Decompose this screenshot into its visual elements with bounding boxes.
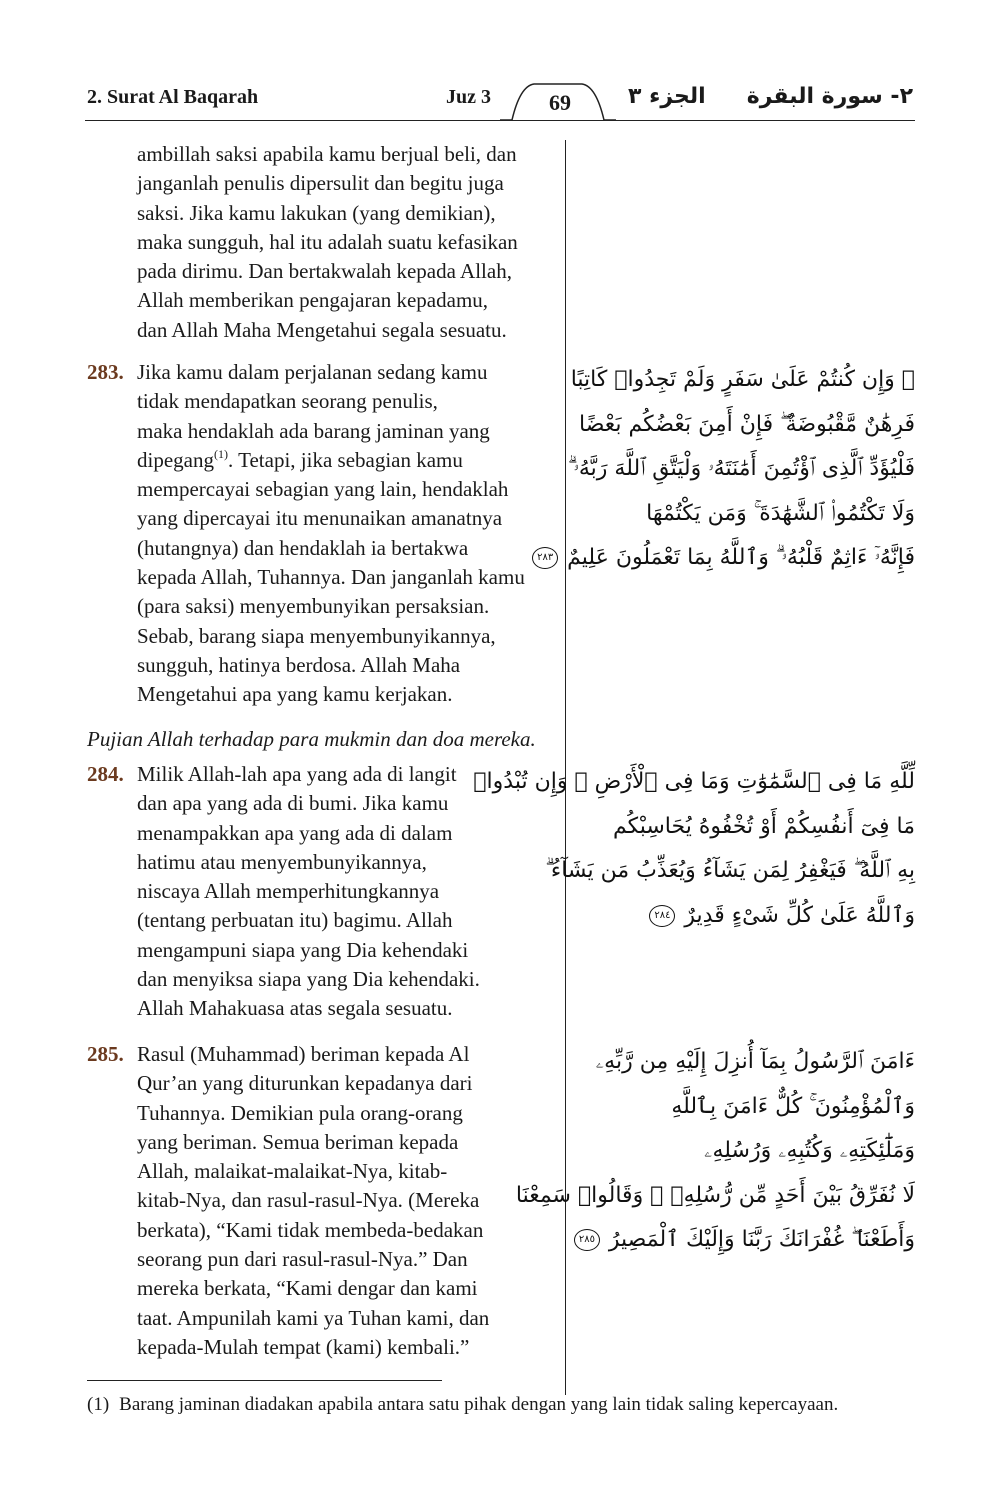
text-line: niscaya Allah memperhitungkannya: [137, 879, 440, 904]
arabic-line: وَٱلْمُؤْمِنُونَ ۚ كُلٌّ ءَامَنَ بِٱللَّهِ: [671, 1093, 915, 1119]
ayah-end-marker: ٢٨٥: [574, 1229, 600, 1251]
text-line: sungguh, hatinya berdosa. Allah Maha: [137, 652, 461, 677]
arabic-line: [580, 894, 915, 939]
footnoted-word: dipegang: [137, 447, 214, 472]
page-number: 69: [549, 90, 571, 115]
text-line: Allah memberikan pengajaran kepadamu,: [137, 288, 489, 313]
text-line: Rasul (Muhammad) beriman kepada Al: [137, 1042, 470, 1066]
arabic-line: وَمَلَٰٓئِكَتِهِۦ وَكُتُبِهِۦ وَرُسُلِهِۦ: [704, 1138, 915, 1163]
arabic-line: ءَامَنَ ٱلرَّسُولُ بِمَآ أُنزِلَ إِلَيْهِ مِن رَّبِّهِۦ: [595, 1049, 915, 1074]
arabic-line: بِهِ ٱللَّهُ ۖ فَيَغْفِرُ لِمَن يَشَآءُ وَيُعَذِّبُ مَن يَشَآءُ ۗ: [545, 858, 915, 883]
footnote-text: Barang jaminan diadakan apabila antara satu pihak dengan yang lain tidak saling kepercayaan.: [119, 1394, 839, 1415]
arabic-text: فَإِنَّهُۥٓ ءَاثِمٌ قَلْبُهُۥ ۗ وَٱللَّهُ بِمَا تَعْمَلُونَ عَلِيمٌ: [567, 545, 915, 570]
text-fragment: . Tetapi, jika sebagian kamu: [227, 447, 463, 472]
arabic-line: ۞ وَإِن كُنتُمْ عَلَىٰ سَفَرٍ وَلَمْ تَجِدُوا۟ كَاتِبًا: [570, 367, 915, 392]
verse-285-translation: [87, 1040, 562, 1362]
arabic-line: لِّلَّهِ مَا فِى ٱلسَّمَٰوَٰتِ وَمَا فِى ٱلْأَرْضِ ۗ وَإِن تُبْدُوا۟: [473, 769, 915, 794]
verse-number: 285.: [87, 1042, 124, 1066]
verse-284-arabic: [473, 760, 915, 938]
verse-number: 283.: [87, 360, 124, 384]
arabic-line: لَا نُفَرِّقُ بَيْنَ أَحَدٍ مِّن رُّسُلِهِۦ ۚ وَقَالُوا۟ سَمِعْنَا: [515, 1182, 915, 1208]
text-line: hatimu atau menyembunyikannya,: [137, 849, 427, 874]
footnote-rule: [87, 1380, 442, 1381]
footnote: [87, 1392, 927, 1418]
verse-283-arabic: [537, 358, 915, 581]
text-line: Sebab, barang siapa menyembunyikannya,: [137, 623, 496, 648]
text-line: yang dipercayai itu menunaikan amanatnya: [137, 506, 503, 531]
text-line: seorang pun dari rasul-rasul-Nya.” Dan: [137, 1247, 468, 1272]
header-surah-arabic: ٢- سورة البقرة: [746, 84, 913, 109]
arabic-line: [580, 1218, 915, 1263]
text-line: (para saksi) menyembunyikan persaksian.: [137, 594, 490, 619]
header-surah-latin: 2. Surat Al Baqarah: [87, 86, 259, 108]
text-line: ambillah saksi apabila kamu berjual beli, dan: [137, 142, 517, 166]
verse-285-arabic: [515, 1040, 915, 1263]
verse-number: 284.: [87, 762, 124, 786]
text-line: Jika kamu dalam perjalanan sedang kamu: [137, 360, 488, 384]
ayah-end-marker: ٢٨٤: [649, 905, 675, 927]
text-line: Allah, malaikat-malaikat-Nya, kitab-: [137, 1159, 448, 1184]
arabic-line: فَلْيُؤَدِّ ٱلَّذِى ٱؤْتُمِنَ أَمَٰنَتَهُۥ وَلْيَتَّقِ ٱللَّهَ رَبَّهُۥ ۗ: [567, 456, 915, 481]
text-line: Milik Allah-lah apa yang ada di langit: [137, 762, 457, 786]
section-heading: Pujian Allah terhadap para mukmin dan doa mereka.: [87, 727, 536, 751]
text-line: mengampuni siapa yang Dia kehendaki: [137, 937, 469, 962]
text-line: mereka berkata, “Kami dengar dan kami: [137, 1276, 478, 1301]
arabic-line: مَا فِىٓ أَنفُسِكُمْ أَوْ تُخْفُوهُ يُحَاسِبْكُم: [612, 813, 915, 839]
footnote-mark: (1): [87, 1394, 110, 1415]
text-line: mempercayai sebagian yang lain, hendaklah: [137, 477, 509, 502]
text-line: janganlah penulis dipersulit dan begitu juga: [137, 171, 504, 196]
header-juz-latin: Juz 3: [446, 86, 491, 108]
text-line: dan menyiksa siapa yang Dia kehendaki.: [137, 967, 480, 992]
text-line: saksi. Jika kamu lakukan (yang demikian),: [137, 200, 496, 225]
text-line: Tuhannya. Demikian pula orang-orang: [137, 1100, 463, 1125]
ayah-end-marker: ٢٨٣: [532, 547, 558, 569]
text-line: taat. Ampunilah kami ya Tuhan kami, dan: [137, 1305, 490, 1330]
text-line: berkata), “Kami tidak membeda-bedakan: [137, 1217, 484, 1242]
header-juz-arabic: الجزء ٣: [628, 84, 706, 109]
footnote-reference[interactable]: (1): [213, 446, 228, 461]
text-line: [137, 446, 562, 475]
header-rule: [85, 120, 915, 121]
text-line: yang beriman. Semua beriman kepada: [137, 1129, 459, 1154]
text-line: maka hendaklah ada barang jaminan yang: [137, 418, 490, 443]
text-line: kitab-Nya, dan rasul-rasul-Nya. (Mereka: [137, 1188, 480, 1213]
verse-continuation: [87, 140, 562, 345]
text-line: (hutangnya) dan hendaklah ia bertakwa: [137, 535, 469, 560]
text-line: kepada Allah, Tuhannya. Dan janganlah kamu: [137, 565, 525, 590]
text-line: dan Allah Maha Mengetahui segala sesuatu.: [137, 317, 507, 342]
text-line: dan apa yang ada di bumi. Jika kamu: [137, 791, 449, 816]
text-line: menampakkan apa yang ada di dalam: [137, 820, 453, 845]
text-line: tidak mendapatkan seorang penulis,: [137, 389, 438, 414]
arabic-text: وَأَطَعْنَا ۖ غُفْرَانَكَ رَبَّنَا وَإِلَيْكَ ٱلْمَصِيرُ: [608, 1227, 915, 1252]
text-line: Qur’an yang diturunkan kepadanya dari: [137, 1071, 473, 1096]
text-line: (tentang perbuatan itu) bagimu. Allah: [137, 908, 453, 933]
text-line: kepada-Mulah tempat (kami) kembali.”: [137, 1334, 470, 1359]
arabic-line: وَلَا تَكْتُمُوا۟ ٱلشَّهَٰدَةَ ۚ وَمَن يَكْتُمْهَا: [646, 500, 915, 526]
verse-283-translation: [87, 358, 562, 710]
text-line: pada dirimu. Dan bertakwalah kepada Allah,: [137, 259, 512, 284]
arabic-text: وَٱللَّهُ عَلَىٰ كُلِّ شَىْءٍ قَدِيرٌ: [684, 902, 915, 928]
text-line: maka sungguh, hal itu adalah suatu kefasikan: [137, 229, 518, 254]
text-line: Allah Mahakuasa atas segala sesuatu.: [137, 996, 453, 1021]
arabic-line: [537, 536, 915, 581]
arabic-line: فَرِهَٰنٌ مَّقْبُوضَةٌ ۖ فَإِنْ أَمِنَ بَعْضُكُم بَعْضًا: [578, 411, 915, 437]
text-line: Mengetahui apa yang kamu kerjakan.: [137, 682, 453, 707]
